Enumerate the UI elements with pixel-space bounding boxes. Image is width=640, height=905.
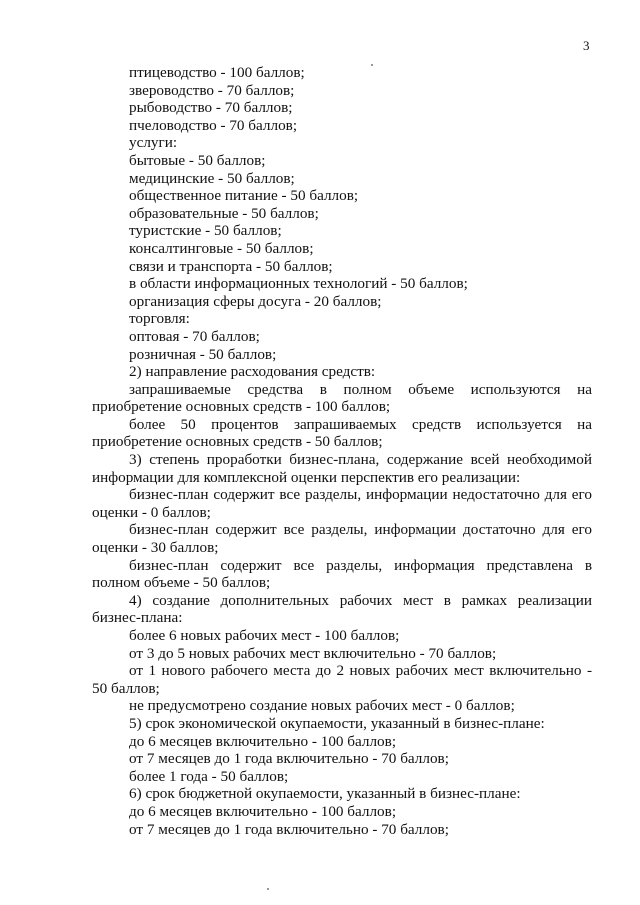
paragraph: более 50 процентов запрашиваемых средств используется на приобретение основных средств - 50 баллов; [92,415,592,451]
text-line: более 1 года - 50 баллов; [129,767,289,785]
text-line: 2) направление расходования средств: [129,363,376,381]
page-number: 3 [583,38,590,53]
text-line: услуги: [129,134,178,152]
text-line: до 6 месяцев включительно - 100 баллов; [129,732,397,750]
text-line: в области информационных технологий - 50 баллов; [129,275,468,293]
text-line: 5) срок экономической окупаемости, указанный в бизнес-плане: [129,714,545,732]
text-line: от 3 до 5 новых рабочих мест включительно - 70 баллов; [129,644,497,662]
text-line: бытовые - 50 баллов; [129,151,266,169]
paragraph: 3) степень проработки бизнес-плана, содержание всей необходимой информации для комплексной оценки перспектив его реализации: [92,451,592,486]
text-line: птицеводство - 100 баллов; [129,64,305,81]
paragraph: бизнес-план содержит все разделы, информация представлена в полном объеме - 50 баллов; [92,556,592,592]
text-line: от 7 месяцев до 1 года включительно - 70 баллов; [129,750,449,768]
text-line: от 7 месяцев до 1 года включительно - 70 баллов; [129,820,449,838]
text-line: образовательные - 50 баллов; [129,204,319,222]
text-line: туристские - 50 баллов; [129,222,282,240]
text-line: до 6 месяцев включительно - 100 баллов; [129,802,397,820]
paragraph: 4) создание дополнительных рабочих мест в рамках реализации бизнес-плана: [92,591,592,627]
document-body [92,64,592,838]
paragraph: бизнес-план содержит все разделы, информации достаточно для его оценки - 30 баллов; [92,521,592,557]
text-line: пчеловодство - 70 баллов; [129,116,298,134]
paragraph: от 1 нового рабочего места до 2 новых рабочих мест включительно - 50 баллов; [92,662,592,697]
text-line: более 6 новых рабочих мест - 100 баллов; [129,627,400,644]
scan-speck [371,64,373,66]
text-line: торговля: [129,310,190,328]
text-line: связи и транспорта - 50 баллов; [129,257,333,275]
text-line: оптовая - 70 баллов; [129,327,260,345]
text-line: общественное питание - 50 баллов; [129,187,359,205]
text-line: 6) срок бюджетной окупаемости, указанный в бизнес-плане: [129,785,521,803]
scan-speck [267,888,269,890]
text-line: консалтинговые - 50 баллов; [129,239,314,257]
text-line: организация сферы досуга - 20 баллов; [129,292,382,310]
text-line: рыбоводство - 70 баллов; [129,99,293,117]
paragraph: бизнес-план содержит все разделы, информации недостаточно для его оценки - 0 баллов; [92,486,592,521]
text-line: звероводство - 70 баллов; [129,81,295,99]
text-line: медицинские - 50 баллов; [129,169,295,187]
text-line: не предусмотрено создание новых рабочих мест - 0 баллов; [129,697,515,715]
text-line: розничная - 50 баллов; [129,345,277,363]
paragraph: запрашиваемые средства в полном объеме используются на приобретение основных средств - 100 баллов; [92,380,592,416]
